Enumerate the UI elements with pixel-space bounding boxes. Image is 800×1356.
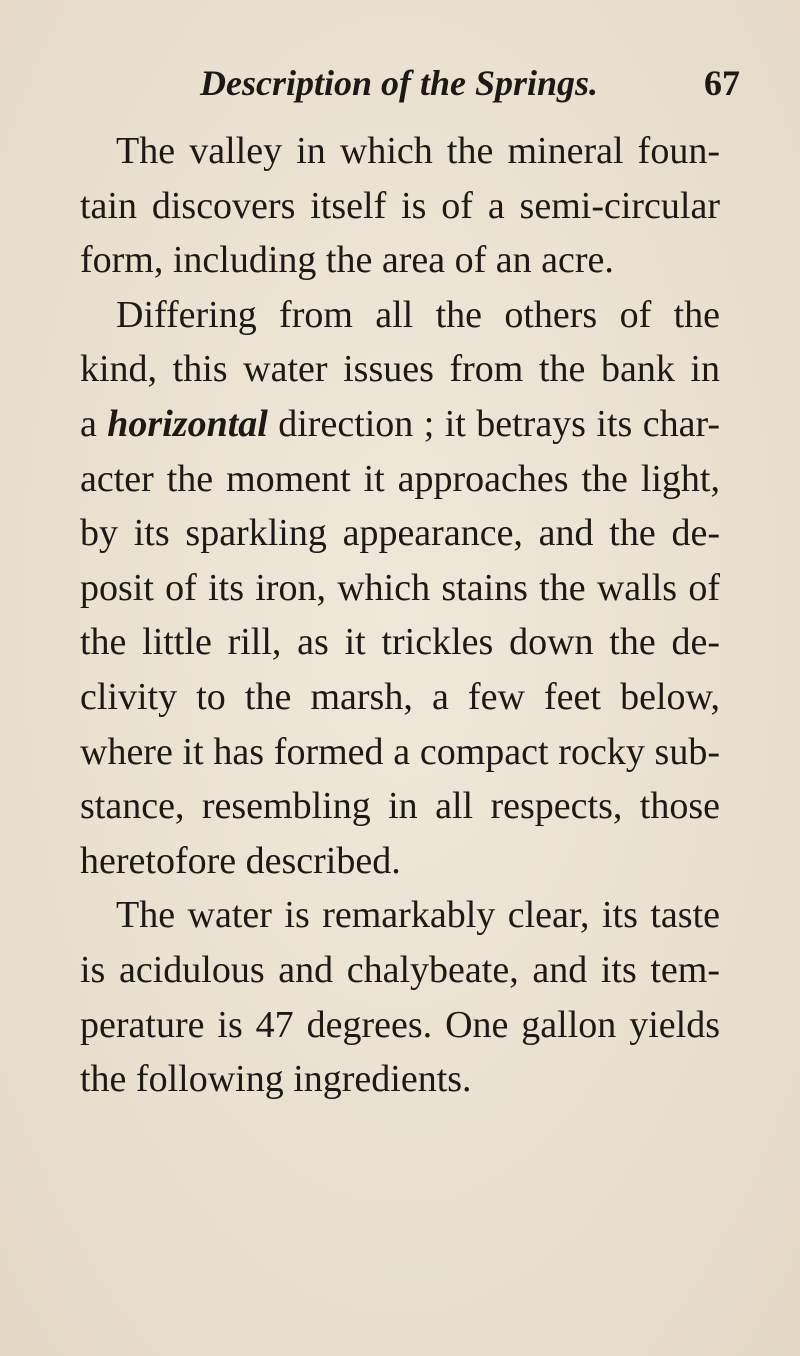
text-line: kind, this water issues from the bank in <box>80 348 720 391</box>
text-line: The water is remarkably clear, its taste <box>116 894 720 937</box>
text-fragment: direction ; it betrays its char- <box>267 402 720 445</box>
page-number: 67 <box>704 63 740 103</box>
text-line: The valley in which the mineral foun- <box>116 130 720 172</box>
text-line: form, including the area of an acre. <box>80 239 614 282</box>
text-line: clivity to the marsh, a few feet below, <box>80 675 720 718</box>
emphasized-word: horizontal <box>107 402 268 445</box>
text-line: Differing from all the others of the <box>116 293 720 336</box>
text-line: the little rill, as it trickles down the de- <box>80 621 720 664</box>
text-line: heretofore described. <box>80 839 401 882</box>
text-line: perature is 47 degrees. One gallon yields <box>80 1003 720 1046</box>
text-line: the following ingredients. <box>80 1058 472 1101</box>
text-line: acter the moment it approaches the light, <box>80 457 720 500</box>
text-fragment: a <box>80 402 108 445</box>
text-line: stance, resembling in all respects, those <box>80 785 720 828</box>
text-line: by its sparkling appearance, and the de- <box>80 512 720 555</box>
text-line: posit of its iron, which stains the walls of <box>80 566 720 609</box>
text-line: tain discovers itself is of a semi-circular <box>80 184 720 227</box>
running-title: Description of the Springs. <box>200 63 599 103</box>
body-text <box>80 124 720 1107</box>
text-line: is acidulous and chalybeate, and its tem- <box>80 948 720 991</box>
running-head <box>200 62 740 112</box>
text-line: where it has formed a compact rocky sub- <box>80 730 720 773</box>
text-line-emphasis <box>80 397 720 452</box>
